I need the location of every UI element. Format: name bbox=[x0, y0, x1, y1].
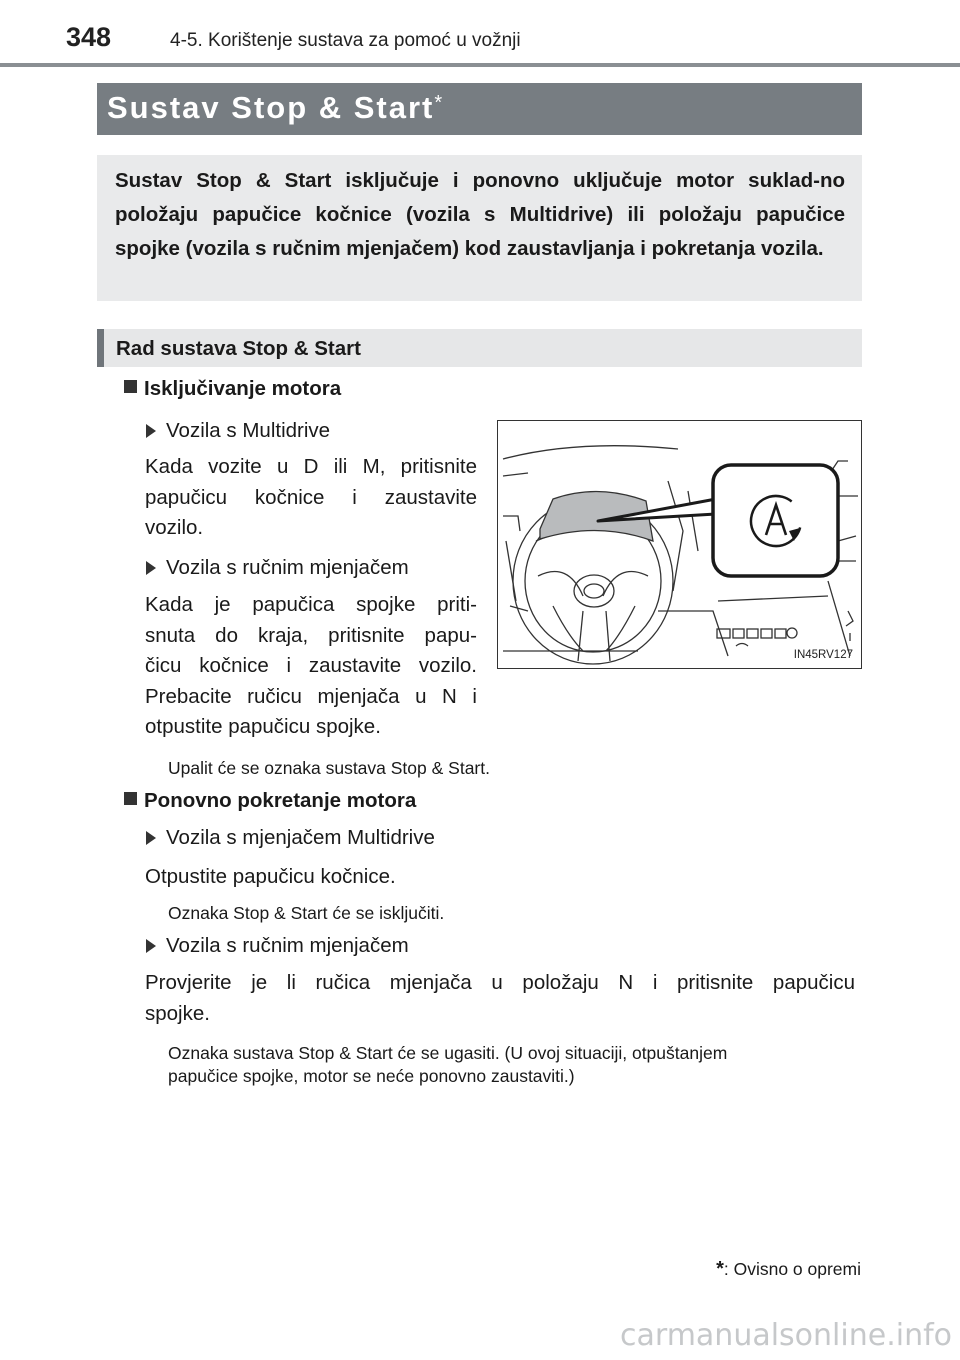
engine-restart-heading-text: Ponovno pokretanje motora bbox=[144, 789, 417, 812]
watermark: carmanualsonline.info bbox=[620, 1318, 952, 1353]
multidrive-label: Vozila s Multidrive bbox=[166, 419, 331, 442]
text-line: Provjerite je li ručica mjenjača u položaju N i pritisnite papučicu bbox=[145, 971, 855, 994]
header-divider bbox=[0, 63, 960, 67]
intro-box bbox=[97, 155, 862, 301]
triangle-bullet-icon bbox=[146, 561, 156, 575]
square-bullet-icon bbox=[124, 380, 137, 393]
restart-manual-label: Vozila s ručnim mjenjačem bbox=[166, 934, 409, 957]
intro-text: Sustav Stop & Start isključuje i ponovno uključuje motor suklad-no položaju papučice kočnice (vozila s Multidrive) ili položaju papučice spojke (vozila s ručnim mjenjačem) kod zaustavljanja i pokretanja vozila. bbox=[115, 169, 845, 260]
page-title bbox=[107, 90, 442, 126]
text-line: Prebacite ručicu mjenjača u N i bbox=[145, 684, 477, 708]
page-title-text: Sustav Stop & Start bbox=[107, 90, 435, 125]
text-line: snuta do kraja, pritisnite papu- bbox=[145, 623, 477, 647]
engine-off-heading bbox=[124, 377, 341, 401]
chapter-title: 4-5. Korištenje sustava za pomoć u vožnji bbox=[170, 30, 521, 51]
triangle-bullet-icon bbox=[146, 831, 156, 845]
restart-manual-note bbox=[168, 1042, 858, 1088]
asterisk-icon: * bbox=[434, 92, 443, 114]
triangle-bullet-icon bbox=[146, 939, 156, 953]
footnote bbox=[716, 1258, 861, 1281]
engine-restart-heading bbox=[124, 789, 416, 813]
page-number: 348 bbox=[66, 22, 112, 52]
text-line: papučicu kočnice i zaustavite bbox=[145, 485, 477, 509]
triangle-bullet-icon bbox=[146, 424, 156, 438]
subsection-heading: Rad sustava Stop & Start bbox=[116, 337, 361, 360]
text-line: papučice spojke, motor se neće ponovno zaustaviti.) bbox=[168, 1066, 575, 1086]
restart-multidrive-label: Vozila s mjenjačem Multidrive bbox=[166, 826, 435, 849]
engine-off-heading-text: Isključivanje motora bbox=[144, 377, 342, 400]
page-header bbox=[0, 0, 960, 68]
text-line: Kada vozite u D ili M, pritisnite bbox=[145, 455, 477, 478]
dashboard-illustration bbox=[497, 420, 862, 669]
text-line: čicu kočnice i zaustavite vozilo. bbox=[145, 654, 477, 677]
manual-label: Vozila s ručnim mjenjačem bbox=[166, 556, 409, 579]
restart-manual-bullet bbox=[146, 934, 409, 958]
manual-paragraph bbox=[145, 590, 477, 743]
restart-multidrive-note: Oznaka Stop & Start će se isključiti. bbox=[168, 903, 445, 923]
manual-bullet bbox=[146, 556, 409, 580]
footnote-text: : Ovisno o opremi bbox=[723, 1259, 861, 1279]
text-line: Oznaka sustava Stop & Start će se ugasiti. (U ovoj situaciji, otpuštanjem bbox=[168, 1043, 728, 1063]
restart-manual-paragraph bbox=[145, 968, 855, 1029]
text-line: spojke. bbox=[145, 1001, 210, 1025]
restart-multidrive-text: Otpustite papučicu kočnice. bbox=[145, 865, 396, 888]
multidrive-bullet bbox=[146, 419, 330, 443]
illustration-code: IN45RV127 bbox=[793, 649, 853, 661]
subsection-accent bbox=[97, 329, 104, 367]
engine-off-note: Upalit će se oznaka sustava Stop & Start. bbox=[168, 758, 490, 778]
section-title-bar bbox=[97, 83, 862, 135]
multidrive-paragraph bbox=[145, 452, 477, 544]
square-bullet-icon bbox=[124, 792, 137, 805]
subsection-bar bbox=[97, 329, 862, 367]
asterisk-icon: * bbox=[716, 1258, 724, 1280]
dashboard-drawing bbox=[498, 421, 860, 667]
restart-multidrive-bullet bbox=[146, 826, 435, 850]
text-line: Kada je papučica spojke priti- bbox=[145, 593, 477, 616]
text-line: otpustite papučicu spojke. bbox=[145, 715, 381, 738]
text-line: vozilo. bbox=[145, 516, 204, 539]
